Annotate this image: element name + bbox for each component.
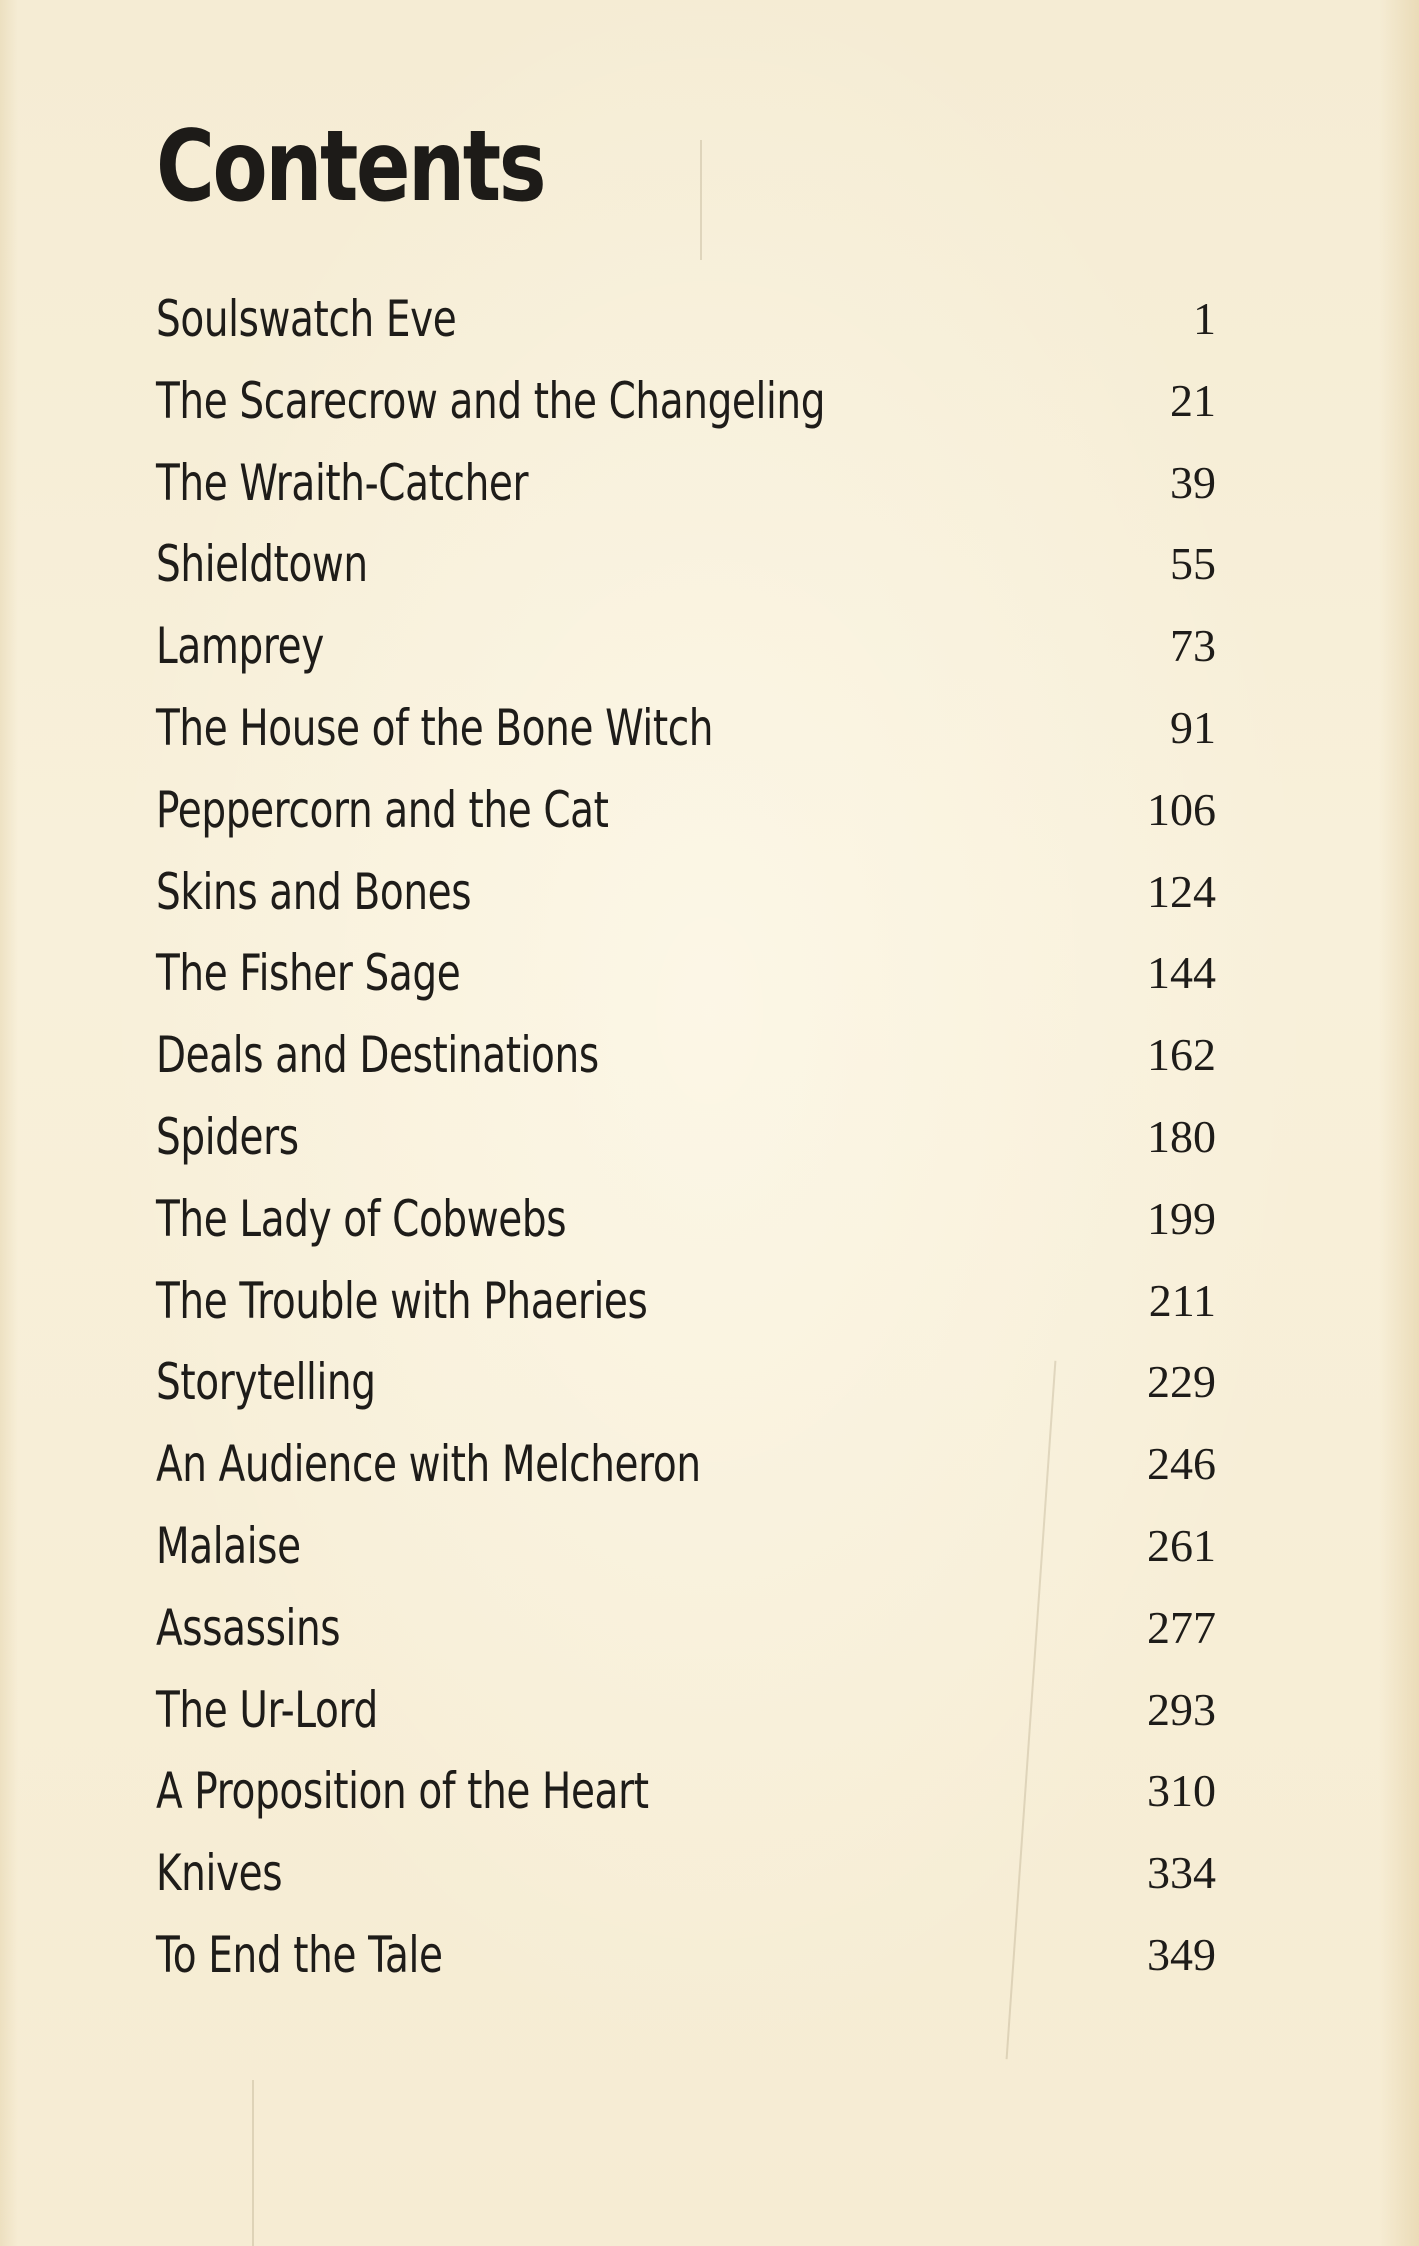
paper-crease	[252, 2080, 254, 2246]
toc-entry[interactable]	[156, 452, 1216, 534]
chapter-page-number: 229	[1147, 1356, 1216, 1408]
toc-entry[interactable]	[156, 615, 1216, 697]
toc-entry[interactable]	[156, 1351, 1216, 1433]
page-edge-shadow-left	[0, 0, 18, 2246]
chapter-title: The Scarecrow and the Changeling	[156, 371, 826, 430]
chapter-title: The Lady of Cobwebs	[156, 1189, 567, 1248]
chapter-title: An Audience with Melcheron	[156, 1435, 701, 1494]
chapter-title: Spiders	[156, 1107, 299, 1166]
toc-entry[interactable]	[156, 942, 1216, 1024]
chapter-page-number: 21	[1170, 374, 1216, 426]
chapter-title: To End the Tale	[156, 1925, 443, 1984]
chapter-page-number: 246	[1147, 1438, 1216, 1490]
chapter-page-number: 73	[1170, 620, 1216, 672]
toc-entry[interactable]	[156, 1842, 1216, 1924]
chapter-title: The Fisher Sage	[156, 944, 461, 1003]
chapter-page-number: 180	[1147, 1110, 1216, 1162]
toc-entry[interactable]	[156, 1106, 1216, 1188]
toc-entry[interactable]	[156, 370, 1216, 452]
chapter-page-number: 106	[1147, 783, 1216, 835]
toc-entry[interactable]	[156, 1515, 1216, 1597]
chapter-page-number: 144	[1147, 947, 1216, 999]
chapter-page-number: 162	[1147, 1029, 1216, 1081]
chapter-page-number: 293	[1147, 1683, 1216, 1735]
toc-entry[interactable]	[156, 861, 1216, 943]
chapter-title: Soulswatch Eve	[156, 290, 457, 348]
toc-entry[interactable]	[156, 1024, 1216, 1106]
chapter-page-number: 1	[1193, 293, 1216, 344]
toc-entry[interactable]	[156, 288, 1216, 370]
toc-entry[interactable]	[156, 697, 1216, 779]
toc-entry[interactable]	[156, 1188, 1216, 1270]
page-title: Contents	[156, 110, 545, 224]
chapter-title: Knives	[156, 1844, 283, 1903]
chapter-page-number: 277	[1147, 1601, 1216, 1653]
chapter-title: The Trouble with Phaeries	[156, 1271, 648, 1330]
toc-entry[interactable]	[156, 1597, 1216, 1679]
chapter-page-number: 334	[1147, 1847, 1216, 1899]
toc-entry[interactable]	[156, 533, 1216, 615]
chapter-title: Shieldtown	[156, 535, 368, 594]
chapter-page-number: 261	[1147, 1519, 1216, 1571]
chapter-title: The House of the Bone Witch	[156, 698, 714, 757]
chapter-page-number: 124	[1147, 865, 1216, 917]
chapter-page-number: 91	[1170, 701, 1216, 753]
toc-entry[interactable]	[156, 1679, 1216, 1761]
toc-entry[interactable]	[156, 1760, 1216, 1842]
chapter-title: Assassins	[156, 1598, 341, 1657]
toc-entry[interactable]	[156, 779, 1216, 861]
chapter-title: Lamprey	[156, 617, 324, 676]
chapter-title: Malaise	[156, 1516, 301, 1575]
table-of-contents	[156, 288, 1216, 2006]
page-edge-shadow-right	[1379, 0, 1419, 2246]
toc-entry[interactable]	[156, 1924, 1216, 2006]
chapter-page-number: 211	[1148, 1274, 1216, 1326]
chapter-page-number: 310	[1147, 1765, 1216, 1817]
chapter-page-number: 39	[1170, 456, 1216, 508]
chapter-title: A Proposition of the Heart	[156, 1762, 649, 1821]
chapter-title: Peppercorn and the Cat	[156, 780, 609, 839]
chapter-title: Skins and Bones	[156, 862, 472, 921]
paper-crease	[700, 140, 702, 260]
toc-entry[interactable]	[156, 1270, 1216, 1352]
chapter-title: The Wraith-Catcher	[156, 453, 529, 512]
chapter-title: Storytelling	[156, 1353, 376, 1412]
chapter-page-number: 199	[1147, 1192, 1216, 1244]
chapter-page-number: 349	[1147, 1928, 1216, 1980]
chapter-title: The Ur-Lord	[156, 1680, 378, 1739]
chapter-page-number: 55	[1170, 538, 1216, 590]
toc-entry[interactable]	[156, 1433, 1216, 1515]
chapter-title: Deals and Destinations	[156, 1026, 599, 1085]
